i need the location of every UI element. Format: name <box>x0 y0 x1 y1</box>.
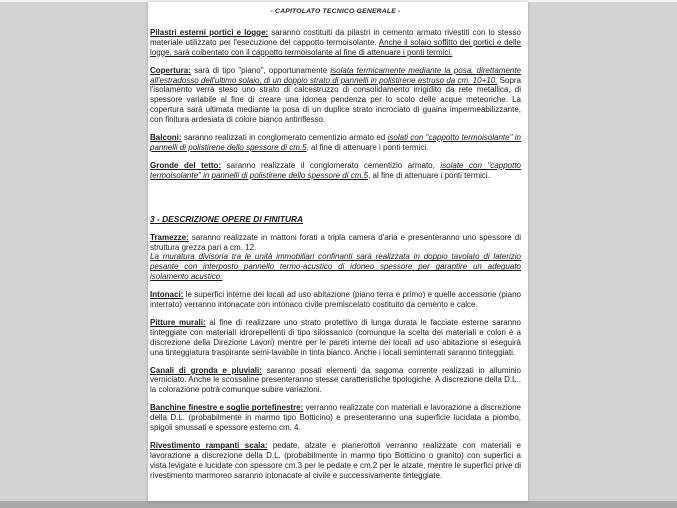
paragraph-text: sarà di tipo "piano", opportunamente <box>190 65 331 75</box>
paragraph-label: Balconi: <box>150 133 182 143</box>
scan-bottom-edge <box>0 501 677 508</box>
paragraph-pitture-murali <box>150 318 521 358</box>
paragraph-text-italic-underlined: La muratura divisoria tra le unità immobiliari confinanti sarà realizzata in doppio tavolato di laterizio pesante con interposto pannello termo-acustico di idoneo spessore per garantire un adeguato isolamento acustico. <box>150 252 521 282</box>
paragraph-copertura <box>150 66 521 125</box>
paragraph-text-italic-underlined: isolati con "cappotto termoisolante" in pannelli di polistirene dello spessore di cm.5 <box>150 133 521 152</box>
paragraph-text: saranno costituiti da pilastri in cemento armato rivestiti con lo stesso materiale utilizzato per l'esecuzione del cappotto termoisolante. <box>150 27 521 47</box>
paragraph-intonaci <box>150 290 521 310</box>
paragraph-gronde-del-tetto <box>150 161 521 181</box>
paragraph-label: Canali di gronda e pluviali: <box>150 365 262 375</box>
paragraph-text-italic-underlined: isolata termicamente mediante la posa, direttamente all'estradosso dell'ultimo solaio, di un doppio strato di pannelli in polistirene estruso da cm. 10+10. <box>150 65 522 85</box>
paragraph-label: Tramezze: <box>150 232 189 242</box>
paragraph-text: verranno realizzate con materiali e lavorazione a discrezione della D.L. (probabilmente in marmo tipo Botticino) e presenteranno una superficie lucidata a piombo, spigoli smussati e spessore esterno cm. 4. <box>150 403 521 433</box>
paragraph-rivestimento-rampanti-scala <box>150 441 521 481</box>
page-header-title: - CAPITOLATO TECNICO GENERALE - <box>270 8 401 15</box>
paragraph-text-italic-underlined: isolate con "cappotto termoisolante" in pannelli di polistirene dello spessore di cm.5 <box>150 160 522 180</box>
paragraph-balconi <box>150 133 521 153</box>
paragraph-label: Copertura: <box>150 65 191 75</box>
paragraph-label: Rivestimento rampanti scala: <box>150 441 268 450</box>
paragraph-text: , al fine di attenuare i ponti termici. <box>306 142 429 152</box>
paragraph-text-underlined: Anche il solaio soffitto dei portici e delle logge, sarà coibentato con il cappotto termoisolante al fine di attenuare i ponti termici. <box>150 37 521 57</box>
paragraph-text: , al fine di attenuare i ponti termici. <box>368 170 490 180</box>
paragraph-label: Pilastri esterni portici e logge: <box>150 27 269 37</box>
paragraph-label: Pitture murali: <box>150 317 206 327</box>
document-page <box>148 2 528 501</box>
paragraph-label: Intonaci: <box>150 290 184 300</box>
paragraph-tramezze <box>150 233 521 283</box>
section-heading-descrizione-opere-di-finitura: 3 - DESCRIZIONE OPERE DI FINITURA <box>150 213 304 224</box>
paragraph-label: Banchine finestre e soglie portefinestre: <box>150 403 304 413</box>
paragraph-text: saranno realizzate in mattoni forati a tripla camera d'aria e presenteranno uno spessore di struttura grezza pari a cm. 12. <box>150 232 521 252</box>
paragraph-text: saranno realizzate il conglomerato cementizio armato, <box>221 160 441 170</box>
paragraph-text: al fine di realizzare uno strato protettivo di lunga durata le facciate esterne saranno tinteggiate con materiali idrorepellenti di tipo silossanico (comunque la scelta dei materiali e colori è a discrezione della Direzione Lavori) mentre per le pareti interne dei locali ad uso abitazione si eseguirà una tinteggiatura traspirante semi-lavabile in tinta bianco. Anche i locali seminterrati saranno tinteggiati. <box>150 317 521 357</box>
paragraph-banchine-finestre <box>150 403 521 433</box>
paragraph-text: saranno realizzati in conglomerato cementizio armato ed <box>181 133 388 143</box>
paragraph-text: pedate, alzate e pianerottoli verranno realizzate con materiali e lavorazione a discrezione della D.L. (probabilmente in marmo tipo Botticino o granito) con superfici a vista levigate e lucidate con spessore cm.3 per le pedate e cm.2 per le alzate, mentre le superfici prive di rivestimento marmoreo saranno intonacate al civile e successivamente tinteggiate. <box>150 441 521 480</box>
paragraph-text: saranno posati elementi da sagoma corrente realizzati in alluminio verniciato. Anche le scossaline presenteranno stesse caratteristiche tipologiche. A discrezione della D.L., la colorazione potrà comunque subire variazioni. <box>150 365 522 395</box>
paragraph-text: le superfici interne dei locali ad uso abitazione (piano terra e primo) e quelle accessorie (piano interrato) verranno intonacate con intonaco civile premiscelato costituito da cemento e calce. <box>150 290 521 310</box>
paragraph-text: Sopra l'isolamento verrà steso uno strato di calcestruzzo di consolidamento irrigidito da rete metallica, di spessore variabile al fine di creare una idonea pendenza per lo scolo delle acque meteoriche. La copertura sarà ultimata mediante la posa di un duplice strato incrociato di guaina impermeabilizzante, con finitura ardesiata di colore bianco antiriflesso. <box>150 75 522 125</box>
paragraph-pilastri <box>150 28 521 58</box>
paragraph-label: Gronde del tetto: <box>150 160 222 170</box>
paragraph-canali-di-gronda <box>150 366 521 396</box>
